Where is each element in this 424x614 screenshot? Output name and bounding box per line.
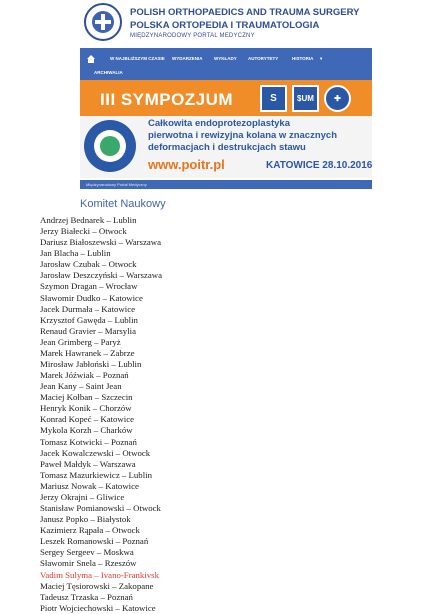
committee-member: Vadim Sulyma – Ivano-Frankivsk (40, 569, 159, 580)
committee-member: Sergey Sergeev – Moskwa (40, 547, 134, 558)
committee-member: Maciej Tęsiorowski – Zakopane (40, 580, 154, 591)
committee-title: Komitet Naukowy (80, 198, 166, 210)
committee-member: Sławomir Snela – Rzeszów (40, 558, 137, 569)
site-title-pl: POLSKA ORTOPEDIA I TRAUMATOLOGIA (130, 20, 320, 31)
committee-member: Jean Kany – Saint Jean (40, 381, 122, 392)
banner-topic-line1: Całkowita endoprotezoplastyka (148, 118, 291, 129)
committee-member: Sławomir Dudko – Katowice (40, 292, 143, 303)
nav-item-lectures[interactable]: WYKŁADY (214, 56, 237, 61)
band-text: Międzynarodowy Portal Medyczny (86, 182, 147, 187)
home-icon[interactable] (86, 54, 96, 64)
sm-logo-icon: S (260, 85, 287, 112)
committee-member: Jacek Durmała – Katowice (40, 303, 136, 314)
committee-member: Marek Hawranek – Zabrze (40, 347, 135, 358)
committee-member: Jean Grimberg – Paryż (40, 336, 121, 347)
committee-member: Leszek Romanowski – Poznań (40, 536, 149, 547)
carousel-dots[interactable] (138, 174, 156, 178)
committee-member: Stanisław Pomianowski – Otwock (40, 503, 161, 514)
banner-city-date: KATOWICE 28.10.2016 (266, 160, 373, 171)
site-title-en: POLISH ORTHOPAEDICS AND TRAUMA SURGERY (130, 7, 360, 18)
committee-member: Jerzy Białecki – Otwock (40, 226, 127, 237)
committee-member: Dariusz Białoszewski – Warszawa (40, 237, 162, 248)
committee-member: Henryk Konik – Chorzów (40, 403, 132, 414)
committee-member: Tadeusz Trzaska – Poznań (40, 591, 133, 602)
symposium-banner[interactable] (80, 80, 372, 178)
site-header (80, 0, 372, 46)
portal-band (80, 180, 372, 189)
committee-member: Krzysztof Gawęda – Lublin (40, 314, 138, 325)
nav-item-archive[interactable]: ARCHIWALIA (94, 70, 123, 75)
society-seal-icon (84, 120, 136, 172)
committee-member: Szymon Dragan – Wrocław (40, 281, 138, 292)
committee-member: Jacek Kowalczewski – Otwock (40, 447, 151, 458)
committee-list (40, 215, 162, 614)
banner-url[interactable]: www.poitr.pl (148, 157, 225, 172)
committee-member: Andrzej Bednarek – Lublin (40, 215, 137, 225)
banner-top-bar (80, 80, 372, 116)
committee-member: Piotr Wojciechowski – Katowice (40, 602, 156, 613)
logo-icon[interactable] (84, 3, 122, 41)
university-seal-icon: ✚ (324, 85, 351, 112)
committee-member: Jarosław Czubak – Otwock (40, 259, 137, 270)
committee-member: Kazimierz Rąpała – Otwock (40, 525, 140, 536)
committee-member: Janusz Popko – Białystok (40, 514, 131, 525)
nav-item-upcoming[interactable]: W NAJBLIŻSZYM CZASIE (110, 56, 165, 61)
main-nav (80, 48, 372, 80)
nav-item-events[interactable]: WYDARZENIA (172, 56, 203, 61)
banner-topic-line2: pierwotna i rewizyjna kolana w znacznych (148, 130, 337, 141)
committee-member: Tomasz Kotwicki – Poznań (40, 436, 137, 447)
committee-member: Konrad Kopeć – Katowice (40, 414, 135, 425)
committee-member: Maciej Kołban – Szczecin (40, 392, 133, 403)
committee-member: Paweł Małdyk – Warszawa (40, 458, 136, 469)
committee-member: Jerzy Okrajni – Gliwice (40, 491, 125, 502)
banner-title: III SYMPOZJUM (100, 90, 234, 109)
committee-member: Renaud Gravier – Marsylia (40, 325, 137, 336)
committee-member: Marek Jóźwiak – Poznań (40, 370, 129, 381)
committee-member: Jan Blacha – Lublin (40, 248, 111, 259)
committee-member: Tomasz Mazurkiewicz – Lublin (40, 469, 152, 480)
committee-member: Mirosław Jabłoński – Lublin (40, 359, 142, 370)
nav-item-history[interactable]: HISTORIA (292, 56, 314, 61)
nav-item-authorities[interactable]: AUTORYTETY (248, 56, 279, 61)
site-subtitle: MIĘDZYNARODOWY PORTAL MEDYCZNY (130, 33, 255, 39)
sum-logo-icon: $UM (292, 85, 319, 112)
committee-member: Mariusz Nowak – Katowice (40, 480, 139, 491)
chevron-down-icon: ▾ (320, 56, 323, 61)
committee-member: Mykola Korzh – Charków (40, 425, 133, 436)
banner-topic-line3: deformacjach i destrukcjach stawu (148, 142, 306, 153)
committee-member: Jarosław Deszczyński – Warszawa (40, 270, 162, 281)
